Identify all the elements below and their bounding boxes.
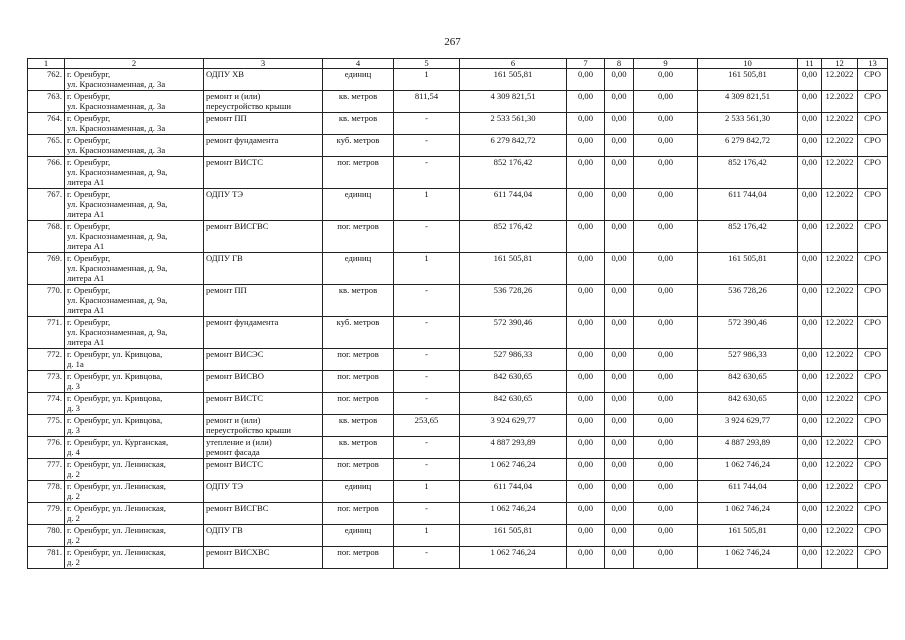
fund-cost-cell: 842 630,65 <box>698 371 798 393</box>
table-row <box>28 393 888 415</box>
address-cell: г. Оренбург, ул. Краснознаменная, д. 9а, литера А1 <box>65 253 204 285</box>
address-cell: г. Оренбург, ул. Краснознаменная, д. 3а <box>65 135 204 157</box>
work-type-cell: ремонт ВИСГВС <box>204 221 323 253</box>
fund-cost-cell: 4 887 293,89 <box>698 437 798 459</box>
amount-cell: 0,00 <box>634 189 698 221</box>
amount-cell: 0,00 <box>605 393 634 415</box>
unit-cell: пог. метров <box>323 349 394 371</box>
quantity-cell: 811,54 <box>394 91 460 113</box>
total-cost-cell: 161 505,81 <box>460 253 567 285</box>
address-cell: г. Оренбург, ул. Кривцова, д. 1а <box>65 349 204 371</box>
amount-cell: 0,00 <box>567 481 605 503</box>
quantity-cell: - <box>394 135 460 157</box>
amount-cell: 0,00 <box>634 503 698 525</box>
unit-cell: единиц <box>323 253 394 285</box>
amount-cell: 0,00 <box>634 525 698 547</box>
table-row <box>28 113 888 135</box>
amount-cell: 0,00 <box>798 91 822 113</box>
quantity-cell: - <box>394 503 460 525</box>
row-number: 774. <box>28 393 65 415</box>
quantity-cell: - <box>394 157 460 189</box>
row-number: 764. <box>28 113 65 135</box>
quantity-cell: - <box>394 349 460 371</box>
amount-cell: 0,00 <box>798 221 822 253</box>
fund-cost-cell: 611 744,04 <box>698 481 798 503</box>
address-cell: г. Оренбург, ул. Краснознаменная, д. 9а, литера А1 <box>65 285 204 317</box>
amount-cell: 0,00 <box>798 349 822 371</box>
address-cell: г. Оренбург, ул. Краснознаменная, д. 9а, литера А1 <box>65 317 204 349</box>
address-cell: г. Оренбург, ул. Краснознаменная, д. 3а <box>65 69 204 91</box>
amount-cell: 0,00 <box>605 113 634 135</box>
fund-cost-cell: 536 728,26 <box>698 285 798 317</box>
column-header: 13 <box>858 59 888 69</box>
row-number: 769. <box>28 253 65 285</box>
amount-cell: 0,00 <box>634 221 698 253</box>
quantity-cell: - <box>394 547 460 569</box>
fund-cost-cell: 572 390,46 <box>698 317 798 349</box>
unit-cell: единиц <box>323 525 394 547</box>
row-number: 768. <box>28 221 65 253</box>
work-type-cell: утепление и (или) ремонт фасада <box>204 437 323 459</box>
address-cell: г. Оренбург, ул. Кривцова, д. 3 <box>65 415 204 437</box>
amount-cell: 0,00 <box>605 349 634 371</box>
deadline-cell: 12.2022 <box>822 503 858 525</box>
amount-cell: 0,00 <box>567 525 605 547</box>
table-row <box>28 459 888 481</box>
total-cost-cell: 572 390,46 <box>460 317 567 349</box>
work-type-cell: ремонт ВИСТС <box>204 459 323 481</box>
amount-cell: 0,00 <box>634 481 698 503</box>
work-type-cell: ремонт ВИСВО <box>204 371 323 393</box>
amount-cell: 0,00 <box>798 547 822 569</box>
source-cell: СРО <box>858 459 888 481</box>
unit-cell: куб. метров <box>323 135 394 157</box>
amount-cell: 0,00 <box>567 221 605 253</box>
source-cell: СРО <box>858 481 888 503</box>
unit-cell: пог. метров <box>323 459 394 481</box>
work-type-cell: ремонт и (или) переустройство крыши <box>204 415 323 437</box>
quantity-cell: - <box>394 437 460 459</box>
amount-cell: 0,00 <box>605 253 634 285</box>
amount-cell: 0,00 <box>634 69 698 91</box>
deadline-cell: 12.2022 <box>822 547 858 569</box>
row-number: 776. <box>28 437 65 459</box>
fund-cost-cell: 852 176,42 <box>698 157 798 189</box>
address-cell: г. Оренбург, ул. Ленинская, д. 2 <box>65 459 204 481</box>
quantity-cell: - <box>394 459 460 481</box>
table-row <box>28 503 888 525</box>
quantity-cell: - <box>394 113 460 135</box>
amount-cell: 0,00 <box>798 285 822 317</box>
column-header: 7 <box>567 59 605 69</box>
quantity-cell: - <box>394 285 460 317</box>
deadline-cell: 12.2022 <box>822 253 858 285</box>
amount-cell: 0,00 <box>605 547 634 569</box>
register-table <box>27 58 888 569</box>
work-type-cell: ремонт фундамента <box>204 135 323 157</box>
source-cell: СРО <box>858 189 888 221</box>
fund-cost-cell: 161 505,81 <box>698 253 798 285</box>
address-cell: г. Оренбург, ул. Краснознаменная, д. 9а, литера А1 <box>65 189 204 221</box>
work-type-cell: ОДПУ ТЭ <box>204 189 323 221</box>
amount-cell: 0,00 <box>798 393 822 415</box>
unit-cell: пог. метров <box>323 547 394 569</box>
amount-cell: 0,00 <box>634 91 698 113</box>
amount-cell: 0,00 <box>634 459 698 481</box>
amount-cell: 0,00 <box>605 437 634 459</box>
row-number: 775. <box>28 415 65 437</box>
source-cell: СРО <box>858 547 888 569</box>
work-type-cell: ремонт ПП <box>204 285 323 317</box>
unit-cell: единиц <box>323 189 394 221</box>
deadline-cell: 12.2022 <box>822 371 858 393</box>
amount-cell: 0,00 <box>567 547 605 569</box>
work-type-cell: ОДПУ ХВ <box>204 69 323 91</box>
deadline-cell: 12.2022 <box>822 437 858 459</box>
source-cell: СРО <box>858 371 888 393</box>
column-header: 4 <box>323 59 394 69</box>
quantity-cell: 253,65 <box>394 415 460 437</box>
row-number: 781. <box>28 547 65 569</box>
work-type-cell: ремонт ВИСХВС <box>204 547 323 569</box>
amount-cell: 0,00 <box>634 415 698 437</box>
source-cell: СРО <box>858 91 888 113</box>
row-number: 762. <box>28 69 65 91</box>
deadline-cell: 12.2022 <box>822 525 858 547</box>
amount-cell: 0,00 <box>567 317 605 349</box>
amount-cell: 0,00 <box>605 459 634 481</box>
column-header: 6 <box>460 59 567 69</box>
source-cell: СРО <box>858 393 888 415</box>
table-row <box>28 221 888 253</box>
unit-cell: единиц <box>323 69 394 91</box>
amount-cell: 0,00 <box>605 503 634 525</box>
source-cell: СРО <box>858 253 888 285</box>
amount-cell: 0,00 <box>634 157 698 189</box>
fund-cost-cell: 2 533 561,30 <box>698 113 798 135</box>
table-row <box>28 525 888 547</box>
deadline-cell: 12.2022 <box>822 157 858 189</box>
amount-cell: 0,00 <box>605 189 634 221</box>
source-cell: СРО <box>858 157 888 189</box>
total-cost-cell: 611 744,04 <box>460 481 567 503</box>
row-number: 780. <box>28 525 65 547</box>
table-row <box>28 91 888 113</box>
page-number: 267 <box>444 36 461 48</box>
amount-cell: 0,00 <box>798 189 822 221</box>
amount-cell: 0,00 <box>798 503 822 525</box>
amount-cell: 0,00 <box>605 157 634 189</box>
fund-cost-cell: 4 309 821,51 <box>698 91 798 113</box>
column-header: 3 <box>204 59 323 69</box>
table-body <box>28 69 888 569</box>
fund-cost-cell: 161 505,81 <box>698 69 798 91</box>
amount-cell: 0,00 <box>798 157 822 189</box>
quantity-cell: - <box>394 221 460 253</box>
amount-cell: 0,00 <box>634 253 698 285</box>
unit-cell: пог. метров <box>323 221 394 253</box>
address-cell: г. Оренбург, ул. Курганская, д. 4 <box>65 437 204 459</box>
deadline-cell: 12.2022 <box>822 69 858 91</box>
table-row <box>28 253 888 285</box>
address-cell: г. Оренбург, ул. Краснознаменная, д. 3а <box>65 113 204 135</box>
column-header: 2 <box>65 59 204 69</box>
work-type-cell: ремонт ВИСТС <box>204 157 323 189</box>
amount-cell: 0,00 <box>798 481 822 503</box>
amount-cell: 0,00 <box>567 253 605 285</box>
table-row <box>28 547 888 569</box>
amount-cell: 0,00 <box>798 253 822 285</box>
amount-cell: 0,00 <box>634 285 698 317</box>
unit-cell: единиц <box>323 481 394 503</box>
quantity-cell: 1 <box>394 525 460 547</box>
amount-cell: 0,00 <box>798 69 822 91</box>
fund-cost-cell: 842 630,65 <box>698 393 798 415</box>
source-cell: СРО <box>858 135 888 157</box>
unit-cell: кв. метров <box>323 415 394 437</box>
amount-cell: 0,00 <box>567 113 605 135</box>
amount-cell: 0,00 <box>634 371 698 393</box>
amount-cell: 0,00 <box>798 113 822 135</box>
amount-cell: 0,00 <box>605 91 634 113</box>
table-row <box>28 157 888 189</box>
total-cost-cell: 4 309 821,51 <box>460 91 567 113</box>
table-row <box>28 437 888 459</box>
column-header: 12 <box>822 59 858 69</box>
row-number: 766. <box>28 157 65 189</box>
work-type-cell: ремонт ВИСЭС <box>204 349 323 371</box>
source-cell: СРО <box>858 113 888 135</box>
column-header: 5 <box>394 59 460 69</box>
row-number: 771. <box>28 317 65 349</box>
deadline-cell: 12.2022 <box>822 221 858 253</box>
fund-cost-cell: 1 062 746,24 <box>698 503 798 525</box>
total-cost-cell: 1 062 746,24 <box>460 459 567 481</box>
row-number: 765. <box>28 135 65 157</box>
work-type-cell: ремонт ПП <box>204 113 323 135</box>
quantity-cell: 1 <box>394 253 460 285</box>
source-cell: СРО <box>858 69 888 91</box>
fund-cost-cell: 6 279 842,72 <box>698 135 798 157</box>
column-header: 10 <box>698 59 798 69</box>
unit-cell: кв. метров <box>323 91 394 113</box>
table-row <box>28 285 888 317</box>
amount-cell: 0,00 <box>605 371 634 393</box>
unit-cell: куб. метров <box>323 317 394 349</box>
row-number: 763. <box>28 91 65 113</box>
work-type-cell: ремонт фундамента <box>204 317 323 349</box>
address-cell: г. Оренбург, ул. Ленинская, д. 2 <box>65 481 204 503</box>
source-cell: СРО <box>858 317 888 349</box>
amount-cell: 0,00 <box>634 349 698 371</box>
amount-cell: 0,00 <box>605 481 634 503</box>
column-number-row <box>28 59 888 69</box>
amount-cell: 0,00 <box>567 437 605 459</box>
total-cost-cell: 852 176,42 <box>460 221 567 253</box>
amount-cell: 0,00 <box>634 547 698 569</box>
fund-cost-cell: 611 744,04 <box>698 189 798 221</box>
total-cost-cell: 527 986,33 <box>460 349 567 371</box>
total-cost-cell: 1 062 746,24 <box>460 503 567 525</box>
address-cell: г. Оренбург, ул. Ленинская, д. 2 <box>65 525 204 547</box>
amount-cell: 0,00 <box>605 415 634 437</box>
row-number: 770. <box>28 285 65 317</box>
deadline-cell: 12.2022 <box>822 393 858 415</box>
source-cell: СРО <box>858 349 888 371</box>
table-row <box>28 415 888 437</box>
total-cost-cell: 161 505,81 <box>460 69 567 91</box>
unit-cell: пог. метров <box>323 371 394 393</box>
total-cost-cell: 6 279 842,72 <box>460 135 567 157</box>
deadline-cell: 12.2022 <box>822 459 858 481</box>
deadline-cell: 12.2022 <box>822 113 858 135</box>
amount-cell: 0,00 <box>798 317 822 349</box>
amount-cell: 0,00 <box>798 525 822 547</box>
table-row <box>28 69 888 91</box>
total-cost-cell: 842 630,65 <box>460 393 567 415</box>
row-number: 773. <box>28 371 65 393</box>
table-row <box>28 189 888 221</box>
amount-cell: 0,00 <box>634 437 698 459</box>
total-cost-cell: 4 887 293,89 <box>460 437 567 459</box>
work-type-cell: ОДПУ ГВ <box>204 525 323 547</box>
address-cell: г. Оренбург, ул. Ленинская, д. 2 <box>65 503 204 525</box>
table-row <box>28 135 888 157</box>
source-cell: СРО <box>858 221 888 253</box>
column-header: 11 <box>798 59 822 69</box>
quantity-cell: - <box>394 371 460 393</box>
total-cost-cell: 852 176,42 <box>460 157 567 189</box>
amount-cell: 0,00 <box>798 415 822 437</box>
unit-cell: пог. метров <box>323 157 394 189</box>
amount-cell: 0,00 <box>567 459 605 481</box>
unit-cell: кв. метров <box>323 113 394 135</box>
column-header: 8 <box>605 59 634 69</box>
deadline-cell: 12.2022 <box>822 481 858 503</box>
quantity-cell: - <box>394 393 460 415</box>
amount-cell: 0,00 <box>798 459 822 481</box>
source-cell: СРО <box>858 525 888 547</box>
address-cell: г. Оренбург, ул. Краснознаменная, д. 9а, литера А1 <box>65 157 204 189</box>
unit-cell: пог. метров <box>323 393 394 415</box>
row-number: 778. <box>28 481 65 503</box>
deadline-cell: 12.2022 <box>822 91 858 113</box>
source-cell: СРО <box>858 285 888 317</box>
amount-cell: 0,00 <box>567 189 605 221</box>
total-cost-cell: 1 062 746,24 <box>460 547 567 569</box>
column-header: 9 <box>634 59 698 69</box>
amount-cell: 0,00 <box>798 135 822 157</box>
table-row <box>28 317 888 349</box>
amount-cell: 0,00 <box>605 525 634 547</box>
amount-cell: 0,00 <box>798 371 822 393</box>
quantity-cell: 1 <box>394 189 460 221</box>
deadline-cell: 12.2022 <box>822 135 858 157</box>
total-cost-cell: 2 533 561,30 <box>460 113 567 135</box>
fund-cost-cell: 527 986,33 <box>698 349 798 371</box>
deadline-cell: 12.2022 <box>822 189 858 221</box>
amount-cell: 0,00 <box>634 317 698 349</box>
table-row <box>28 481 888 503</box>
unit-cell: пог. метров <box>323 503 394 525</box>
row-number: 779. <box>28 503 65 525</box>
address-cell: г. Оренбург, ул. Краснознаменная, д. 9а, литера А1 <box>65 221 204 253</box>
amount-cell: 0,00 <box>567 91 605 113</box>
source-cell: СРО <box>858 415 888 437</box>
amount-cell: 0,00 <box>567 157 605 189</box>
address-cell: г. Оренбург, ул. Кривцова, д. 3 <box>65 393 204 415</box>
amount-cell: 0,00 <box>567 371 605 393</box>
source-cell: СРО <box>858 503 888 525</box>
fund-cost-cell: 1 062 746,24 <box>698 459 798 481</box>
row-number: 777. <box>28 459 65 481</box>
row-number: 772. <box>28 349 65 371</box>
amount-cell: 0,00 <box>605 317 634 349</box>
fund-cost-cell: 852 176,42 <box>698 221 798 253</box>
amount-cell: 0,00 <box>634 113 698 135</box>
address-cell: г. Оренбург, ул. Ленинская, д. 2 <box>65 547 204 569</box>
amount-cell: 0,00 <box>567 393 605 415</box>
amount-cell: 0,00 <box>634 135 698 157</box>
work-type-cell: ремонт ВИСТС <box>204 393 323 415</box>
work-type-cell: ОДПУ ГВ <box>204 253 323 285</box>
amount-cell: 0,00 <box>567 503 605 525</box>
unit-cell: кв. метров <box>323 285 394 317</box>
amount-cell: 0,00 <box>567 285 605 317</box>
total-cost-cell: 536 728,26 <box>460 285 567 317</box>
total-cost-cell: 611 744,04 <box>460 189 567 221</box>
amount-cell: 0,00 <box>605 221 634 253</box>
fund-cost-cell: 1 062 746,24 <box>698 547 798 569</box>
column-header: 1 <box>28 59 65 69</box>
table-row <box>28 349 888 371</box>
amount-cell: 0,00 <box>605 135 634 157</box>
address-cell: г. Оренбург, ул. Кривцова, д. 3 <box>65 371 204 393</box>
address-cell: г. Оренбург, ул. Краснознаменная, д. 3а <box>65 91 204 113</box>
unit-cell: кв. метров <box>323 437 394 459</box>
total-cost-cell: 161 505,81 <box>460 525 567 547</box>
fund-cost-cell: 161 505,81 <box>698 525 798 547</box>
amount-cell: 0,00 <box>634 393 698 415</box>
amount-cell: 0,00 <box>567 349 605 371</box>
table-row <box>28 371 888 393</box>
quantity-cell: 1 <box>394 69 460 91</box>
deadline-cell: 12.2022 <box>822 285 858 317</box>
row-number: 767. <box>28 189 65 221</box>
amount-cell: 0,00 <box>567 135 605 157</box>
quantity-cell: - <box>394 317 460 349</box>
total-cost-cell: 842 630,65 <box>460 371 567 393</box>
amount-cell: 0,00 <box>567 69 605 91</box>
source-cell: СРО <box>858 437 888 459</box>
work-type-cell: ремонт и (или) переустройство крыши <box>204 91 323 113</box>
deadline-cell: 12.2022 <box>822 415 858 437</box>
fund-cost-cell: 3 924 629,77 <box>698 415 798 437</box>
deadline-cell: 12.2022 <box>822 349 858 371</box>
amount-cell: 0,00 <box>605 69 634 91</box>
amount-cell: 0,00 <box>567 415 605 437</box>
work-type-cell: ремонт ВИСГВС <box>204 503 323 525</box>
deadline-cell: 12.2022 <box>822 317 858 349</box>
amount-cell: 0,00 <box>798 437 822 459</box>
quantity-cell: 1 <box>394 481 460 503</box>
total-cost-cell: 3 924 629,77 <box>460 415 567 437</box>
work-type-cell: ОДПУ ТЭ <box>204 481 323 503</box>
amount-cell: 0,00 <box>605 285 634 317</box>
